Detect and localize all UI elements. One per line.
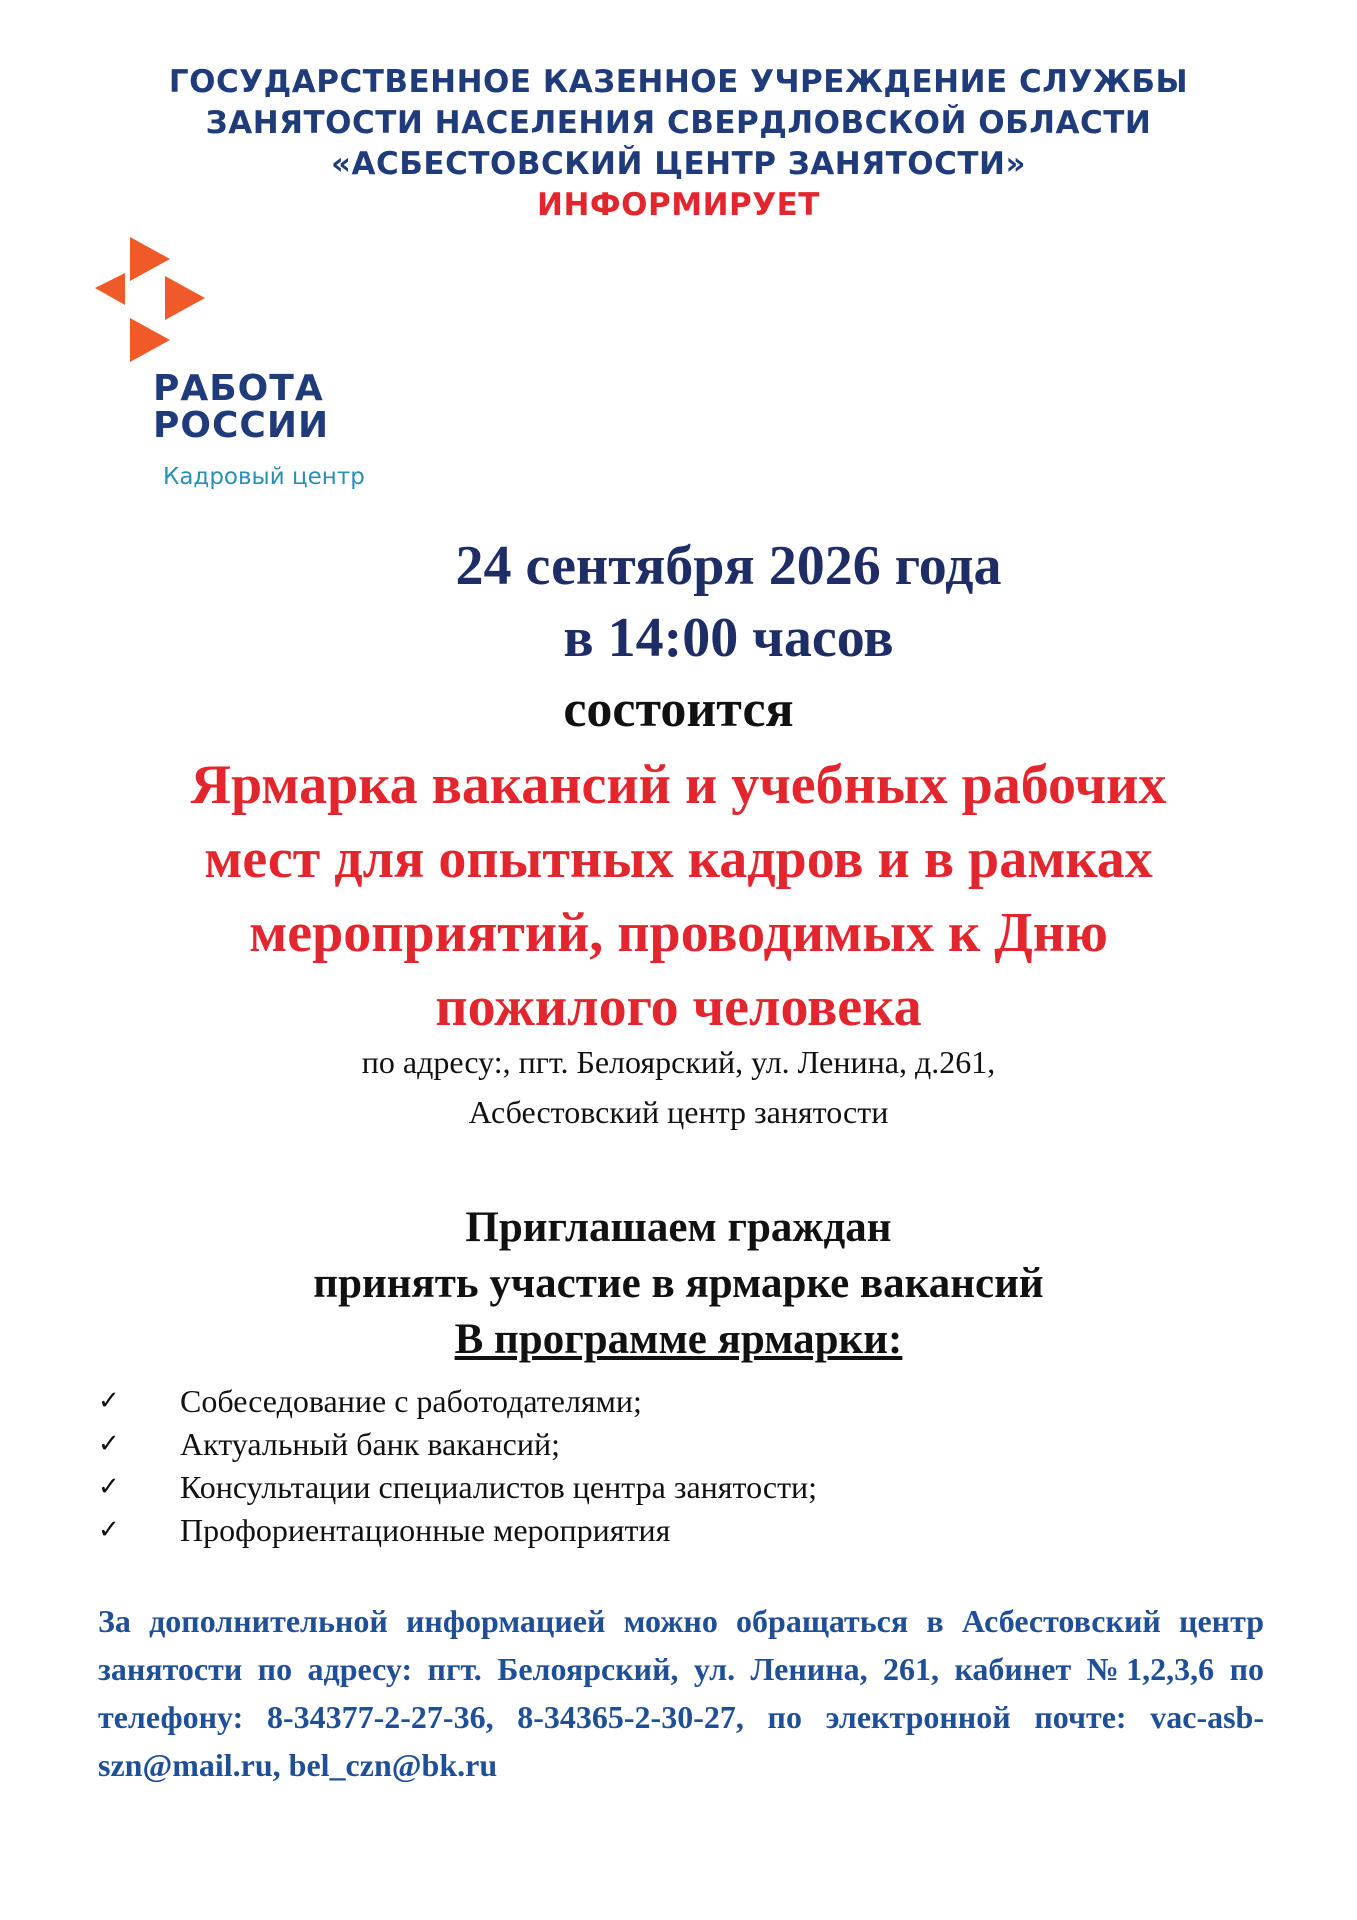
event-title-line-3: мероприятий, проводимых к Дню xyxy=(249,902,1108,964)
event-title-line-2: мест для опытных кадров и в рамках xyxy=(204,828,1153,890)
program-heading: В программе ярмарки: xyxy=(454,1316,903,1363)
invite-line-2: принять участие в ярмарке вакансий xyxy=(313,1260,1044,1307)
program-list xyxy=(98,1380,817,1552)
list-item xyxy=(98,1423,817,1466)
program-item-text: Актуальный банк вакансий; xyxy=(180,1426,560,1462)
checkmark-icon: ✓ xyxy=(98,1386,120,1416)
event-title-line-4: пожилого человека xyxy=(435,976,922,1038)
list-item xyxy=(98,1380,817,1423)
invite-line-1: Приглашаем граждан xyxy=(465,1204,892,1251)
event-time: в 14:00 часов xyxy=(563,607,894,669)
organization-header xyxy=(0,62,1357,226)
checkmark-icon: ✓ xyxy=(98,1515,120,1545)
checkmark-icon: ✓ xyxy=(98,1472,120,1502)
contact-info: За дополнительной информацией можно обращаться в Асбестовский центр занятости по адресу: пгт. Белоярский, ул. Ленина, 261, кабинет №1,2,3,6 по телефону: 8-34377-2-27-36, 8-34365-2-30-27, по электронной почте: vac-asb-szn@mail.ru, bel_czn@bk.ru xyxy=(98,1603,1264,1783)
logo-name xyxy=(153,370,329,444)
list-item xyxy=(98,1466,817,1509)
address-line-1: по адресу:, пгт. Белоярский, ул. Ленина, д.261, xyxy=(361,1044,996,1080)
program-item-text: Профориентационные мероприятия xyxy=(180,1512,671,1548)
rabota-rossii-logo xyxy=(95,232,415,502)
list-item xyxy=(98,1509,817,1552)
informs-label: ИНФОРМИРУЕТ xyxy=(537,187,820,223)
header-line-3: «АСБЕСТОВСКИЙ ЦЕНТР ЗАНЯТОСТИ» xyxy=(331,146,1026,182)
header-line-1: ГОСУДАРСТВЕННОЕ КАЗЕННОЕ УЧРЕЖДЕНИЕ СЛУЖБЫ xyxy=(168,64,1189,100)
program-item-text: Собеседование с работодателями; xyxy=(180,1383,642,1419)
address-line-2: Асбестовский центр занятости xyxy=(468,1094,889,1130)
event-datetime xyxy=(0,530,1357,746)
logo-name-line-2: РОССИИ xyxy=(153,405,330,446)
logo-name-line-1: РАБОТА xyxy=(153,368,324,409)
event-address xyxy=(0,1037,1357,1137)
takes-place-label: состоится xyxy=(563,681,794,738)
checkmark-icon: ✓ xyxy=(98,1429,120,1459)
logo-subtitle: Кадровый центр xyxy=(163,464,365,490)
event-title xyxy=(0,748,1357,1044)
event-date: 24 сентября 2026 года xyxy=(455,535,1002,597)
program-item-text: Консультации специалистов центра занятости; xyxy=(180,1469,818,1505)
header-line-2: ЗАНЯТОСТИ НАСЕЛЕНИЯ СВЕРДЛОВСКОЙ ОБЛАСТИ xyxy=(205,105,1152,141)
invitation xyxy=(0,1200,1357,1368)
event-title-line-1: Ярмарка вакансий и учебных рабочих xyxy=(190,754,1167,816)
arrows-logo-icon xyxy=(95,232,235,362)
